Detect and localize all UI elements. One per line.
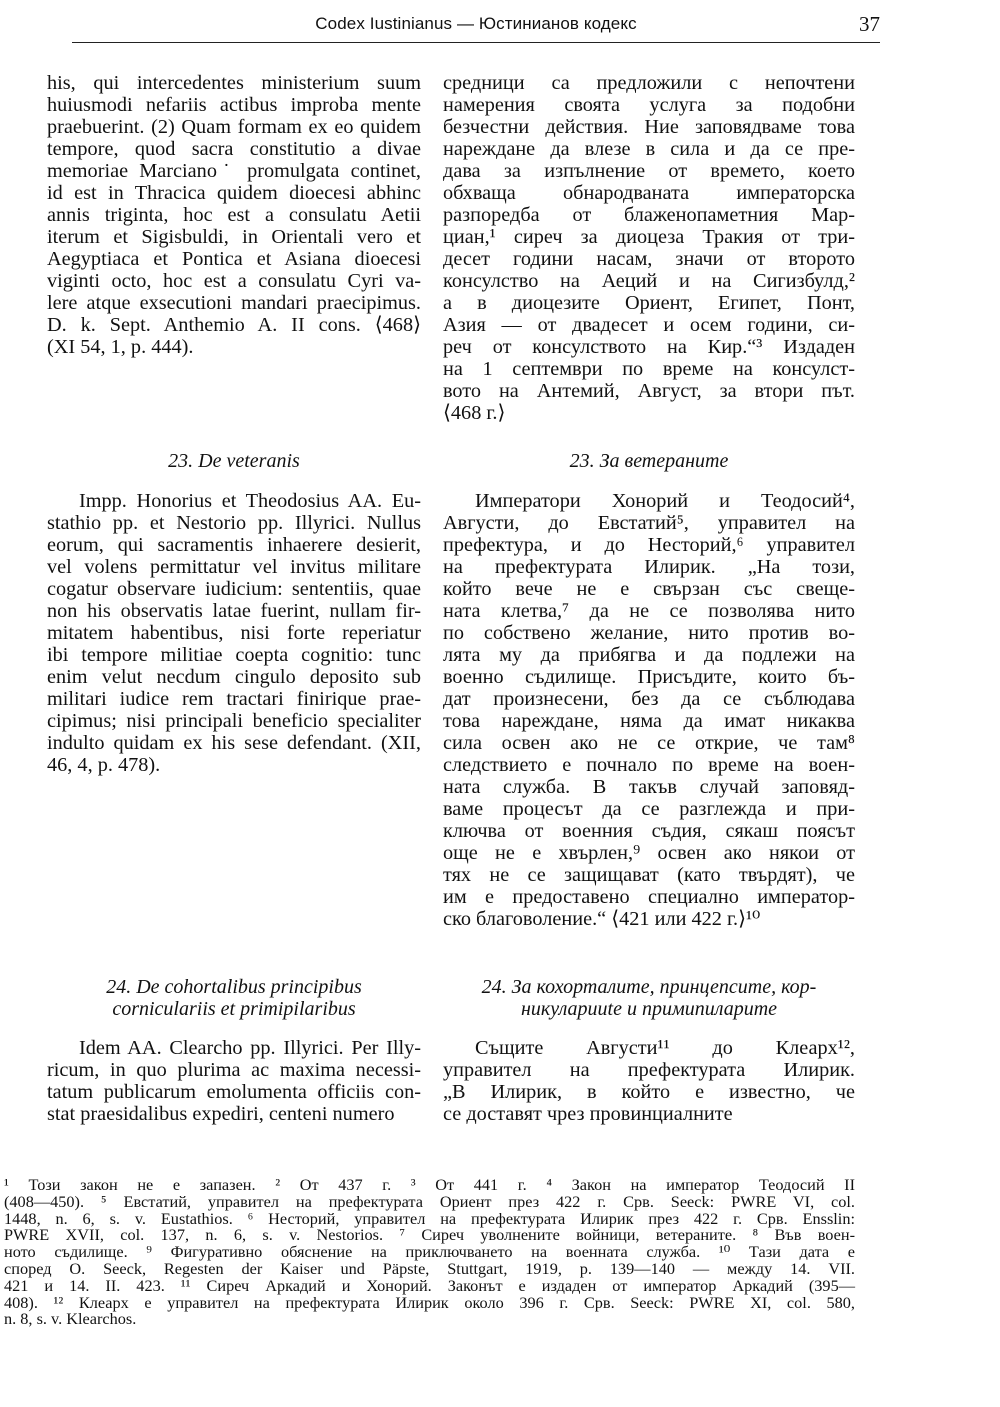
text-line: обхваща обнародваната императорска — [443, 182, 855, 204]
text-line: сила освен ако не се открие, че там⁸ — [443, 732, 855, 754]
bulgarian-text-23 — [443, 490, 855, 930]
latin-continuation — [47, 72, 421, 358]
text-line: viginti octo, hoc est a consulatu Cyri va- — [47, 270, 421, 292]
text-line: huiusmodi nefariis actibus improba mente — [47, 94, 421, 116]
footnote-line: PWRE XVII, col. 137, n. 6, s. v. Nestorios. ⁷ Сиреч уволнените войници, ветераните. ⁸ Във воен- — [4, 1225, 855, 1245]
text-line: управител на префектурата Илирик. — [443, 1059, 855, 1081]
text-line: ско благоволение.“ ⟨421 или 422 г.⟩¹⁰ — [443, 908, 761, 930]
text-line: Азия — от двадесет и осем години, си- — [443, 314, 855, 336]
text-line: stat praesidalibus expediri, centeni numero — [47, 1103, 395, 1125]
text-line: вото на Антемий, Август, за втори път. — [443, 380, 855, 402]
text-line: никуларииte и примипиларите — [520, 998, 778, 1020]
text-line: им е предоставено специално император- — [443, 886, 855, 908]
latin-heading-24 — [47, 976, 421, 1020]
footnote-line: според O. Seeck, Regesten der Kaiser und Päpste, Stuttgart, 1919, p. 139—140 — между 14. VII. — [4, 1258, 855, 1278]
text-line: „В Илирик, в който е известно, че — [443, 1081, 855, 1103]
text-line: enim velut necdum cingulo deposito sub — [47, 666, 421, 688]
bulgarian-heading-24 — [443, 976, 855, 1020]
page-number: 37 — [859, 12, 880, 36]
text-line: Aegyptiaca et Pontica et Asiana dioecesi — [47, 248, 421, 270]
bulgarian-continuation — [443, 72, 855, 424]
text-line: ricum, in quo plurima ac maxima necessi- — [47, 1059, 421, 1081]
text-line: това нареждане, няма да имат никаква — [443, 710, 855, 732]
text-line: ната служба. В такъв случай заповяд- — [443, 776, 855, 798]
text-line: cogatur observare iudicium: sententiis, quae — [47, 578, 421, 600]
running-title: Codex Iustinianus — Юстинианов кодекс — [315, 14, 637, 33]
text-line: militari iudice rem tractari finirique prae- — [47, 688, 421, 710]
bulgarian-text-24 — [443, 1037, 855, 1125]
text-line: средници са предложили с непочтени — [443, 72, 855, 94]
text-line: ibi tempore militiae coepta cognitio: tunc — [47, 644, 421, 666]
footnote-line: 408). ¹² Клеарх е управител на префектурата Илирик около 396 г. Срв. Seeck: PWRE XI, col. 580, — [4, 1292, 855, 1312]
text-line: на префектурата Илирик. „На този, — [443, 556, 855, 578]
text-line: циан,¹ сиреч за диоцеза Тракия от три- — [443, 226, 855, 248]
text-line: cipimus; nisi principali beneficio specialiter — [47, 710, 421, 732]
text-line: stathio pp. et Nestorio pp. Illyrici. Nullus — [47, 512, 421, 534]
text-line: който вече не е свързан със свеще- — [443, 578, 855, 600]
text-line: дава за изпълнение от времето, което — [443, 160, 855, 182]
text-line: ната клетва,⁷ да не се позволява нито — [443, 600, 855, 622]
text-line: 24. За кохорталите, принцепсите, кор- — [481, 976, 817, 998]
text-line: безчестни действия. Ние заповядваме това — [443, 116, 855, 138]
text-line: на 1 септември по време на консулст- — [443, 358, 855, 380]
text-line: реч от консулството на Кир.“³ Издаден — [443, 336, 855, 358]
text-line: ⟨468 г.⟩ — [443, 402, 506, 424]
text-line: лята му да прибягва и да подлежи на — [443, 644, 855, 666]
running-header — [72, 14, 880, 44]
text-line: vel volens permittatur vel invitus militare — [47, 556, 421, 578]
text-line: намерения своята услуга за подобни — [443, 94, 855, 116]
latin-heading-23: 23. De veteranis — [168, 450, 300, 472]
text-line: id est in Thracica quidem dioecesi abhinc — [47, 182, 421, 204]
text-line: 46, 4, p. 478). — [47, 754, 161, 776]
text-line: се доставят чрез провинциалните — [443, 1103, 733, 1125]
latin-text-23 — [47, 490, 421, 776]
footnote-line: 421 и 14. II. 423. ¹¹ Сиреч Аркадий и Хонорий. Законът е издаден от император Аркадий (395— — [4, 1275, 855, 1295]
text-line: non his observatis latae fuerint, nullam fir- — [47, 600, 421, 622]
latin-text-24 — [47, 1037, 421, 1125]
text-line: следствието е почнало по време на воен- — [443, 754, 855, 776]
text-line: още не е хвърлен,⁹ освен ако някои от — [443, 842, 855, 864]
text-line: по собствено желание, нито против во- — [443, 622, 855, 644]
footnote-line: 1448, n. 6, s. v. Eustathios. ⁶ Несторий, управител на префектурата Илирик през 422 г. Срв. Ensslin: — [4, 1208, 855, 1228]
text-line: разпоредба от блаженопаметния Мар- — [443, 204, 855, 226]
text-line: mitatem habentibus, nisi forte reperiatur — [47, 622, 421, 644]
text-line: тях не се защищават (като твърдят), че — [443, 864, 855, 886]
text-line: tempore, quod sacra constitutio a divae — [47, 138, 421, 160]
text-line: Idem AA. Clearcho pp. Illyrici. Per Illy- — [79, 1037, 421, 1059]
text-line: Августи, до Евстатий⁵, управител на — [443, 512, 855, 534]
text-line: tatum publicarum emolumenta officiis con- — [47, 1081, 421, 1103]
text-line: консулство на Аеций и на Сигизбулд,² — [443, 270, 855, 292]
text-line: (XI 54, 1, p. 444). — [47, 336, 194, 358]
text-line: eorum, qui sacramentis inhaerere desierit, — [47, 534, 421, 556]
text-line: ваме процесът да се разглежда и при- — [443, 798, 855, 820]
text-line: дат произнесени, без да се съблюдава — [443, 688, 855, 710]
footnote-line: (408—450). ⁵ Евстатий, управител на префектурата Ориент през 422 г. Срв. Seeck: PWRE VI, col. — [4, 1191, 855, 1211]
text-line: Императори Хонорий и Теодосий⁴, — [475, 490, 855, 512]
text-line: а в диоцезите Ориент, Египет, Понт, — [443, 292, 855, 314]
text-line: iterum et Sigisbuldi, in Orientali vero et — [47, 226, 421, 248]
text-line: нареждане да влезе в сила и да се пре- — [443, 138, 855, 160]
text-line: corniculariis et primipilaribus — [112, 998, 356, 1020]
text-line: десет години насам, значи от второто — [443, 248, 855, 270]
footnote-line: ¹ Този закон не е запазен. ² От 437 г. ³ От 441 г. ⁴ Закон на император Теодосий II — [4, 1175, 855, 1194]
bulgarian-heading-23: 23. За ветераните — [569, 450, 729, 472]
text-line: praebuerint. (2) Quam formam ex eo quidem — [47, 116, 421, 138]
footnote-line: n. 8, s. v. Klearchos. — [4, 1309, 137, 1329]
footnotes — [4, 1177, 855, 1328]
text-line: Impp. Honorius et Theodosius AA. Eu- — [79, 490, 421, 512]
text-line: annis triginta, hoc est a consulatu Aetii — [47, 204, 421, 226]
text-line: ключва от военния съдия, сякаш поясът — [443, 820, 855, 842]
text-line: военно съдилище. Присъдите, които бъ- — [443, 666, 855, 688]
text-line: lere atque exsecutioni mandari praecipimus. — [47, 292, 421, 314]
text-line: D. k. Sept. Anthemio A. II cons. ⟨468⟩ — [47, 314, 421, 336]
text-line: Същите Августи¹¹ до Клеарх¹², — [475, 1037, 855, 1059]
text-line: memoriae Marciano˙ promulgata continet, — [47, 160, 421, 182]
header-rule — [72, 42, 880, 43]
text-line: indulto quidam ex his sese defendant. (XII, — [47, 732, 421, 754]
text-line: his, qui intercedentes ministerium suum — [47, 72, 421, 94]
footnote-line: ното съдилище. ⁹ Фигуративно обяснение на приключването на военната служба. ¹⁰ Тази дата е — [4, 1242, 855, 1262]
text-line: префектура, и до Несторий,⁶ управител — [443, 534, 855, 556]
text-line: 24. De cohortalibus principibus — [106, 976, 362, 998]
